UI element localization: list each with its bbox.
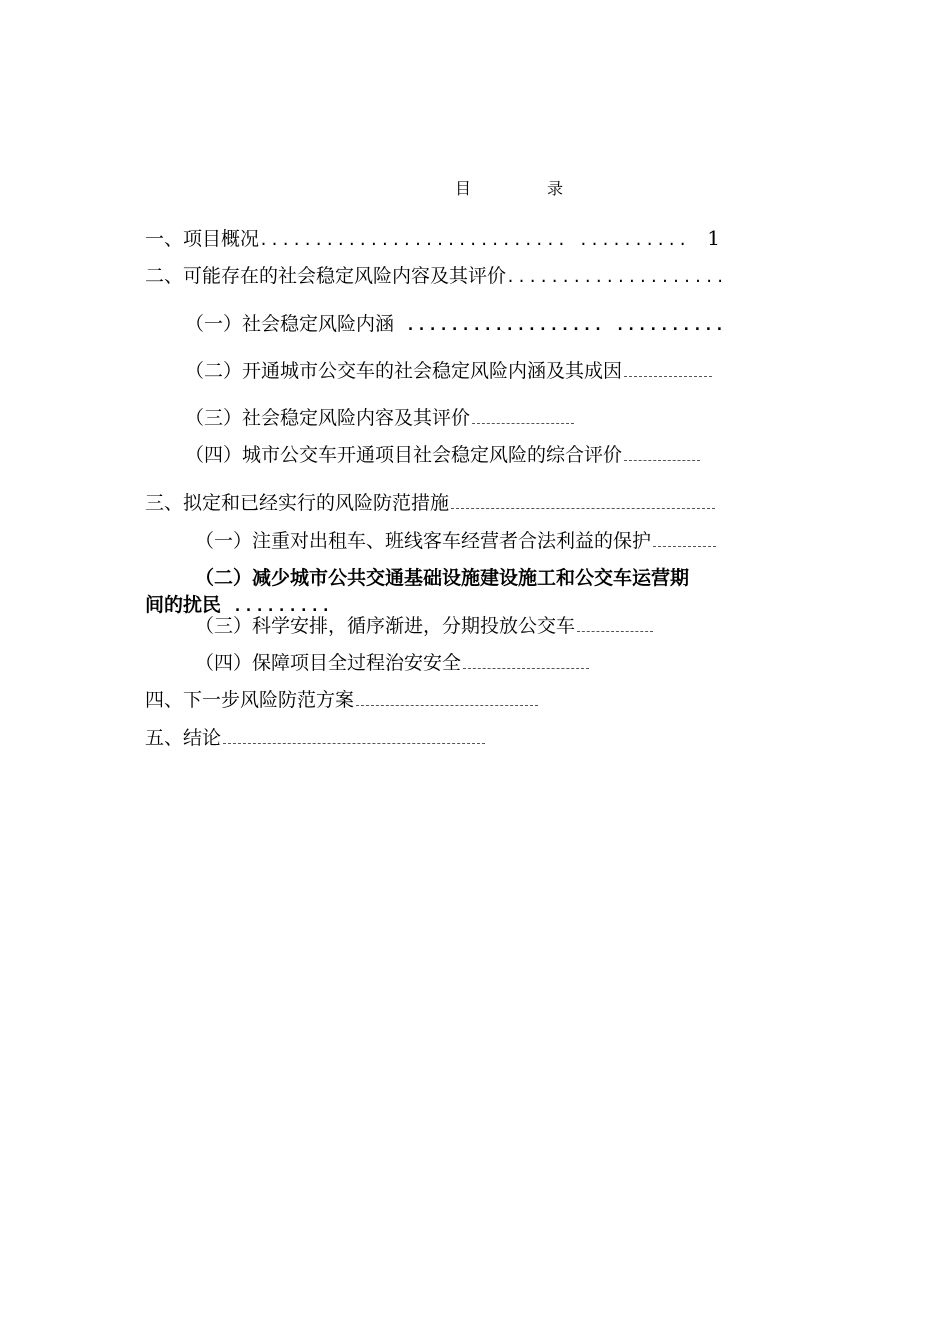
toc-entry-3-4	[195, 651, 589, 675]
toc-page-number: 1	[707, 226, 720, 250]
toc-entry-3-1	[195, 529, 716, 553]
toc-entry-text: （三）社会稳定风险内容及其评价	[185, 407, 471, 429]
toc-entry-text: （一）社会稳定风险内涵	[185, 313, 395, 335]
toc-title: 目 录	[455, 179, 594, 198]
toc-entry-3-3	[195, 614, 653, 638]
toc-entry-3-2	[195, 566, 689, 590]
toc-dash-leader	[356, 691, 538, 706]
toc-entry-3	[145, 491, 715, 515]
toc-dash-leader	[624, 362, 712, 377]
toc-entry-5	[145, 726, 485, 750]
toc-dot-leader: .........	[233, 597, 333, 615]
toc-entry-2-3	[185, 406, 574, 430]
toc-entry-text: （四）保障项目全过程治安安全	[195, 652, 462, 674]
toc-dash-leader	[463, 654, 589, 669]
toc-entry-2-1	[185, 312, 726, 337]
toc-entry-text: （四）城市公交车开通项目社会稳定风险的综合评价	[185, 444, 623, 466]
toc-entry-text: 间的扰民	[145, 594, 222, 616]
toc-dot-leader: ............................ ..........	[259, 231, 690, 249]
toc-dash-leader	[653, 532, 716, 547]
toc-entry-text: （二）开通城市公交车的社会稳定风险内涵及其成因	[185, 360, 623, 382]
toc-entry-text: 二、可能存在的社会稳定风险内容及其评价	[145, 265, 507, 287]
toc-dash-leader	[472, 409, 574, 424]
toc-entry-text: 四、下一步风险防范方案	[145, 689, 355, 711]
toc-dash-leader	[223, 729, 485, 744]
toc-dot-leader: .................. ..........	[406, 316, 726, 334]
toc-entry-text: （二）减少城市公共交通基础设施建设施工和公交车运营期	[195, 567, 690, 589]
toc-entry-text: 三、拟定和已经实行的风险防范措施	[145, 492, 450, 514]
toc-entry-4	[145, 688, 538, 712]
toc-entry-text: 五、结论	[145, 727, 222, 749]
toc-dot-leader: ....................	[506, 268, 727, 286]
toc-dash-leader	[577, 617, 653, 632]
toc-entry-text: 一、项目概况	[145, 228, 260, 250]
toc-entry-2-2	[185, 359, 712, 383]
toc-dash-leader	[624, 446, 700, 461]
toc-entry-text: （一）注重对出租车、班线客车经营者合法利益的保护	[195, 530, 652, 552]
toc-entry-text: （三）科学安排，循序渐进，分期投放公交车	[195, 615, 576, 637]
toc-entry-2-4	[185, 443, 700, 467]
toc-dash-leader	[451, 494, 715, 509]
toc-entry-2	[145, 264, 727, 289]
toc-entry-1	[145, 226, 720, 252]
